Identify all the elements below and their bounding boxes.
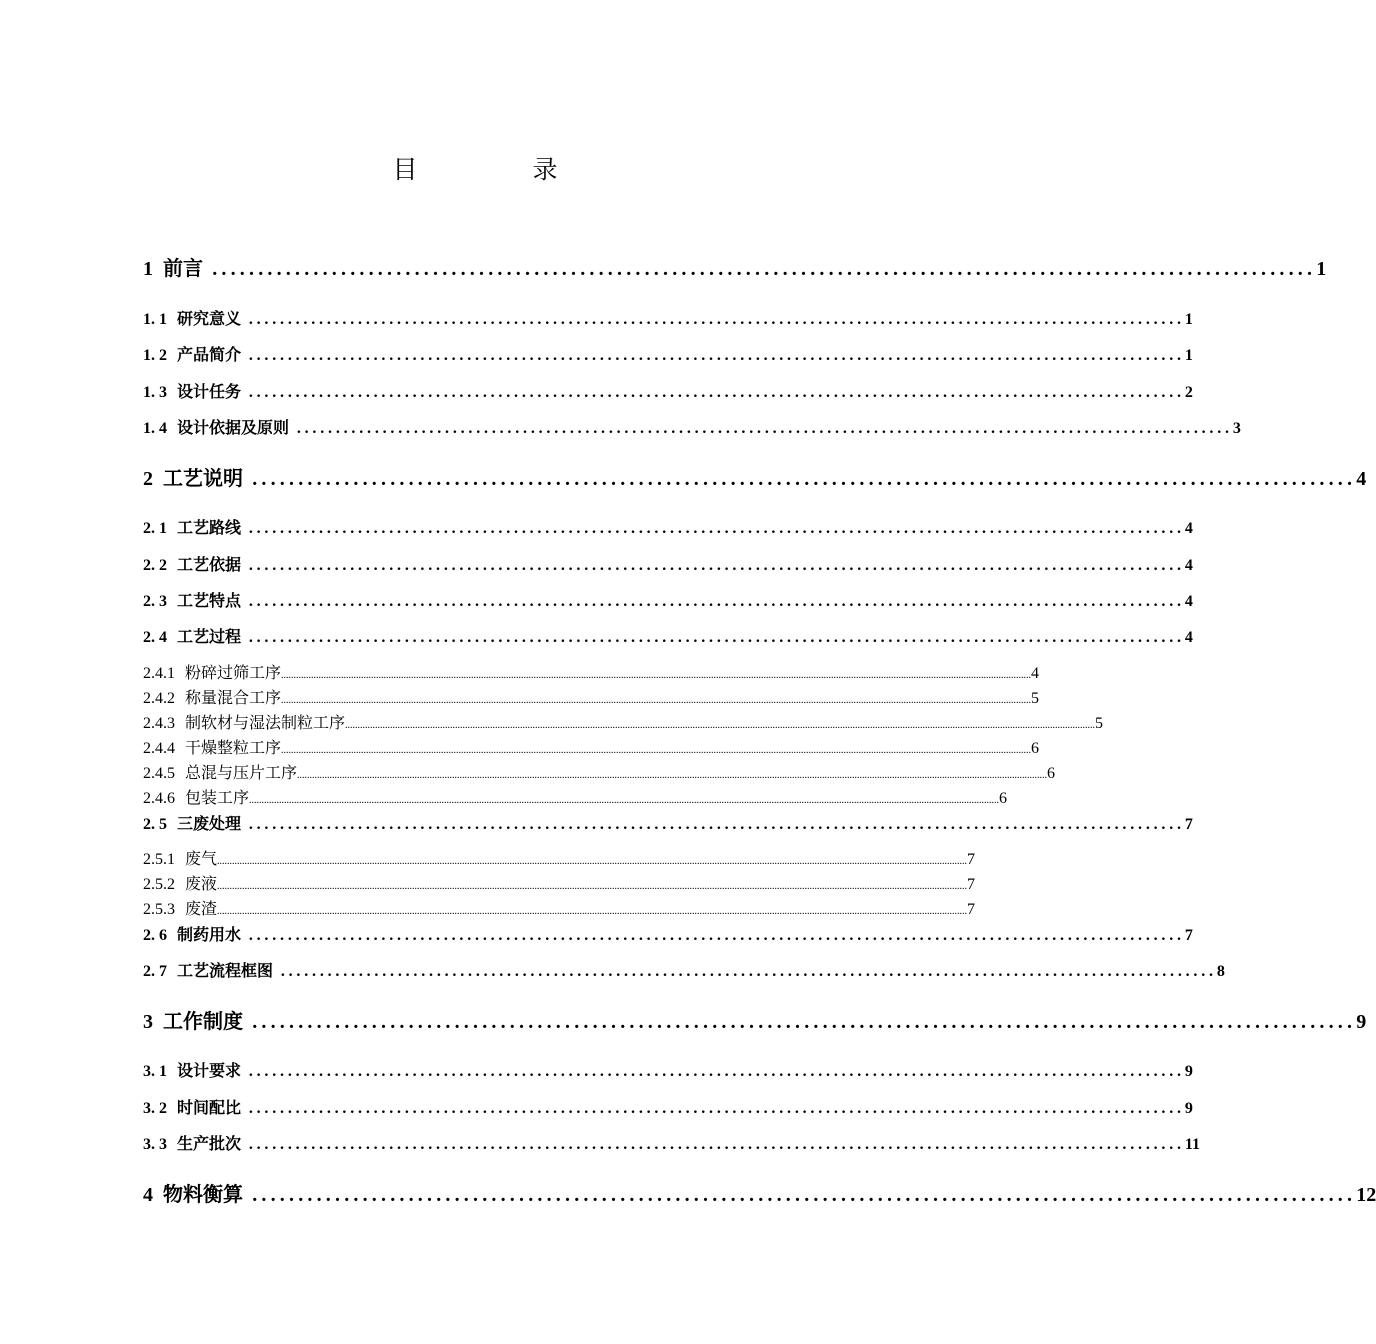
toc-entry-page-number: 4: [1031, 665, 1040, 682]
toc-entry[interactable]: [143, 379, 1193, 402]
toc-entry-number: 1. 2: [143, 347, 167, 364]
toc-entry-title: 生产批次: [177, 1136, 242, 1153]
toc-entry-title: 前言: [163, 258, 203, 280]
toc-entry-number: 2.4.6: [143, 790, 175, 807]
toc-entry-page-number: 5: [1031, 690, 1040, 707]
toc-entry-title: 工艺依据: [177, 557, 242, 574]
toc-entry-number: 3: [143, 1011, 153, 1033]
toc-entry-title: 时间配比: [177, 1100, 242, 1117]
toc-entry-title: 工艺说明: [163, 468, 243, 490]
dot-leader: ........................................................................................................................: [243, 468, 1357, 490]
toc-entry-title: 三废处理: [177, 816, 242, 833]
toc-entry-page-number: 4: [1184, 593, 1193, 610]
toc-entry-number: 2.5.2: [143, 876, 175, 893]
toc-entry-title: 物料衡算: [163, 1184, 243, 1206]
toc-entry-page-number: 7: [967, 901, 976, 918]
toc-entry[interactable]: [143, 811, 1193, 834]
toc-entry[interactable]: [143, 846, 976, 869]
toc-entry[interactable]: [143, 342, 1193, 365]
toc-entry-page-number: 6: [1031, 740, 1040, 757]
toc-entry[interactable]: [143, 1178, 1376, 1207]
toc-entry[interactable]: [143, 871, 976, 894]
dot-leader: ............................................................................................................................................................................................................................................................................................................: [281, 670, 1032, 681]
toc-entry[interactable]: [143, 922, 1193, 945]
toc-entry-title: 废液: [185, 876, 218, 893]
dot-leader: ........................................................................................................................: [241, 557, 1185, 574]
toc-entry-title: 制药用水: [177, 927, 242, 944]
toc-entry-number: 3. 3: [143, 1136, 167, 1153]
toc-entry-number: 2. 6: [143, 927, 167, 944]
toc-entry-page-number: 8: [1216, 963, 1225, 980]
toc-entry-page-number: 6: [999, 790, 1008, 807]
toc-entry-page-number: 5: [1095, 715, 1104, 732]
toc-entry-number: 2.4.4: [143, 740, 175, 757]
page-title: 目 录: [392, 157, 603, 184]
dot-leader: ........................................................................................................................: [241, 927, 1185, 944]
dot-leader: ........................................................................................................................: [241, 520, 1185, 537]
toc-entry-title: 废气: [185, 851, 218, 868]
toc-entry-title: 研究意义: [177, 311, 242, 328]
toc-entry-number: 2: [143, 468, 153, 490]
toc-entry-page-number: 4: [1184, 520, 1193, 537]
dot-leader: ........................................................................................................................: [241, 1063, 1185, 1080]
toc-entry-title: 粉碎过筛工序: [185, 665, 282, 682]
toc-entry-page-number: 3: [1232, 420, 1241, 437]
toc-entry[interactable]: [143, 1058, 1193, 1081]
dot-leader: ........................................................................................................................: [241, 629, 1185, 646]
dot-leader: ........................................................................................................................: [203, 258, 1317, 280]
toc-entry[interactable]: [143, 785, 1008, 808]
toc-entry-title: 干燥整粒工序: [185, 740, 282, 757]
toc-entry[interactable]: [143, 1095, 1193, 1118]
dot-leader: ............................................................................................................................................................................................................................................................................................................: [281, 745, 1032, 756]
toc-entry-page-number: 1: [1184, 347, 1193, 364]
toc-entry-number: 1. 3: [143, 384, 167, 401]
toc-entry-title: 工艺流程框图: [177, 963, 274, 980]
dot-leader: ........................................................................................................................: [241, 593, 1185, 610]
dot-leader: ........................................................................................................................: [273, 963, 1217, 980]
toc-entry[interactable]: [143, 552, 1193, 575]
toc-entry-number: 2. 4: [143, 629, 167, 646]
toc-entry[interactable]: [143, 958, 1225, 981]
toc-entry[interactable]: [143, 760, 1056, 783]
toc-entry-title: 包装工序: [185, 790, 250, 807]
toc-entry-title: 总混与压片工序: [185, 765, 298, 782]
dot-leader: ........................................................................................................................: [241, 1100, 1185, 1117]
toc-entry[interactable]: [143, 1005, 1367, 1034]
toc-entry-page-number: 6: [1047, 765, 1056, 782]
toc-entry-page-number: 11: [1184, 1136, 1200, 1153]
toc-entry[interactable]: [143, 515, 1193, 538]
toc-entry-page-number: 7: [1184, 927, 1193, 944]
dot-leader: ........................................................................................................................: [289, 420, 1233, 437]
toc-entry-page-number: 1: [1316, 258, 1327, 280]
toc-entry-page-number: 9: [1184, 1063, 1193, 1080]
toc-entry-number: 2. 5: [143, 816, 167, 833]
dot-leader: ........................................................................................................................: [241, 816, 1185, 833]
toc-entry-page-number: 2: [1184, 384, 1193, 401]
toc-entry-number: 1: [143, 258, 153, 280]
toc-entry-number: 2. 1: [143, 520, 167, 537]
dot-leader: ........................................................................................................................: [241, 311, 1185, 328]
toc-entry-title: 称量混合工序: [185, 690, 282, 707]
toc-entry-title: 设计依据及原则: [177, 420, 290, 437]
toc-entry-page-number: 7: [967, 851, 976, 868]
toc-entry[interactable]: [143, 685, 1040, 708]
dot-leader: ........................................................................................................................: [243, 1184, 1357, 1206]
toc-entry-number: 2.4.2: [143, 690, 175, 707]
dot-leader: ............................................................................................................................................................................................................................................................................................................: [249, 795, 1000, 806]
toc-entry[interactable]: [143, 660, 1040, 683]
toc-entry-page-number: 4: [1184, 557, 1193, 574]
dot-leader: ............................................................................................................................................................................................................................................................................................................: [217, 906, 968, 917]
toc-entry-number: 2. 7: [143, 963, 167, 980]
dot-leader: ........................................................................................................................: [241, 347, 1185, 364]
toc-entry-page-number: 9: [1184, 1100, 1193, 1117]
toc-entry-number: 2. 3: [143, 593, 167, 610]
toc-entry[interactable]: [143, 896, 976, 919]
dot-leader: ............................................................................................................................................................................................................................................................................................................: [217, 856, 968, 867]
toc-entry-title: 废渣: [185, 901, 218, 918]
toc-entry-page-number: 9: [1356, 1011, 1367, 1033]
toc-entry-number: 2. 2: [143, 557, 167, 574]
toc-entry-title: 工艺特点: [177, 593, 242, 610]
toc-entry[interactable]: [143, 735, 1040, 758]
toc-entry-number: 2.4.3: [143, 715, 175, 732]
toc-entry[interactable]: [143, 624, 1193, 647]
toc-entry-title: 产品简介: [177, 347, 242, 364]
toc-entry-title: 设计任务: [177, 384, 242, 401]
toc-entry-number: 2.5.3: [143, 901, 175, 918]
toc-entry-page-number: 1: [1184, 311, 1193, 328]
toc-entry-number: 1. 4: [143, 420, 167, 437]
toc-entry[interactable]: [143, 1131, 1200, 1154]
toc-entry-page-number: 12: [1356, 1184, 1376, 1206]
toc-entry-page-number: 7: [967, 876, 976, 893]
toc-entry[interactable]: [143, 462, 1367, 491]
toc-entry-number: 3. 1: [143, 1063, 167, 1080]
toc-entry-page-number: 4: [1184, 629, 1193, 646]
toc-entry-number: 1. 1: [143, 311, 167, 328]
dot-leader: ............................................................................................................................................................................................................................................................................................................: [281, 695, 1032, 706]
toc-entry-title: 工艺路线: [177, 520, 242, 537]
dot-leader: ........................................................................................................................: [241, 384, 1185, 401]
toc-entry-title: 制软材与湿法制粒工序: [185, 715, 346, 732]
toc-entry[interactable]: [143, 415, 1241, 438]
toc-entry[interactable]: [143, 710, 1104, 733]
toc-entry[interactable]: [143, 588, 1193, 611]
dot-leader: ............................................................................................................................................................................................................................................................................................................: [345, 720, 1096, 731]
toc-entry-number: 2.5.1: [143, 851, 175, 868]
toc-entry-title: 工艺过程: [177, 629, 242, 646]
toc-entry[interactable]: [143, 252, 1327, 281]
toc-entry-number: 2.4.1: [143, 665, 175, 682]
dot-leader: ............................................................................................................................................................................................................................................................................................................: [297, 770, 1048, 781]
toc-entry-number: 2.4.5: [143, 765, 175, 782]
toc-entry-title: 设计要求: [177, 1063, 242, 1080]
toc-entry-number: 4: [143, 1184, 153, 1206]
dot-leader: ........................................................................................................................: [241, 1136, 1185, 1153]
toc-entry-page-number: 7: [1184, 816, 1193, 833]
toc-entry[interactable]: [143, 306, 1193, 329]
dot-leader: ........................................................................................................................: [243, 1011, 1357, 1033]
toc-entry-title: 工作制度: [163, 1011, 243, 1033]
dot-leader: ............................................................................................................................................................................................................................................................................................................: [217, 881, 968, 892]
toc-entry-page-number: 4: [1356, 468, 1367, 490]
toc-entry-number: 3. 2: [143, 1100, 167, 1117]
